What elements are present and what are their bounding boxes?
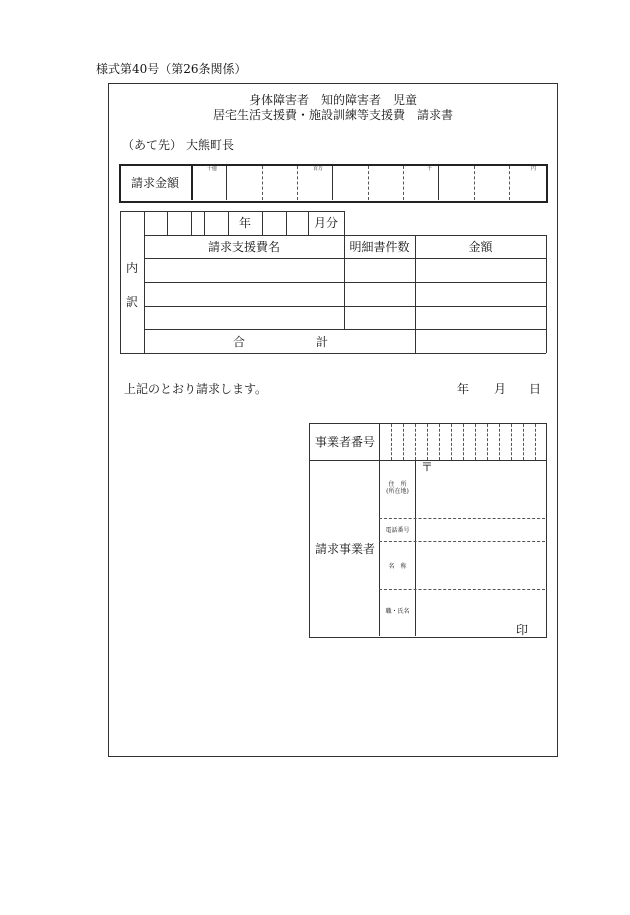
header-statement-count: 明細書件数 [349, 240, 410, 254]
form-number-label: 様式第40号（第26条関係） [96, 62, 247, 76]
provider-label: 請求事業者 [315, 542, 376, 556]
date-day-label: 日 [529, 382, 542, 396]
unit-yen: 円 [531, 166, 537, 172]
header-amount: 金額 [468, 240, 493, 254]
address-label: 住 所 (所在地) [386, 481, 409, 496]
representative-label: 職・氏名 [385, 608, 410, 615]
side-label-uchi: 内 [126, 261, 139, 275]
date-month-label: 月 [494, 382, 507, 396]
total-label-2: 計 [316, 335, 329, 349]
addressee-name: 大熊町長 [186, 138, 235, 152]
total-label-1: 合 [233, 335, 246, 349]
date-year-label: 年 [457, 382, 470, 396]
header-service-name: 請求支援費名 [207, 240, 280, 254]
provider-name-label: 名 称 [388, 563, 407, 570]
side-label-wake: 訳 [126, 295, 139, 309]
amount-box [119, 164, 548, 203]
provider-number-label: 事業者番号 [315, 435, 376, 449]
title-line-1: 身体障害者 知的障害者 児童 [248, 93, 417, 107]
request-statement: 上記のとおり請求します。 [124, 382, 268, 396]
period-month-label: 月分 [314, 216, 339, 230]
unit-million: 百万 [313, 166, 324, 172]
addressee-label: （あて先） [122, 138, 183, 152]
postal-mark: 〒 [421, 460, 434, 474]
seal-mark: 印 [516, 623, 529, 637]
period-year-label: 年 [239, 216, 252, 230]
phone-label: 電話番号 [385, 527, 410, 534]
unit-thousand: 千 [427, 166, 433, 172]
amount-label: 請求金額 [131, 176, 180, 190]
title-line-2: 居宅生活支援費・施設訓練等支援費 請求書 [212, 108, 453, 122]
unit-ten-oku: 十億 [207, 166, 218, 172]
